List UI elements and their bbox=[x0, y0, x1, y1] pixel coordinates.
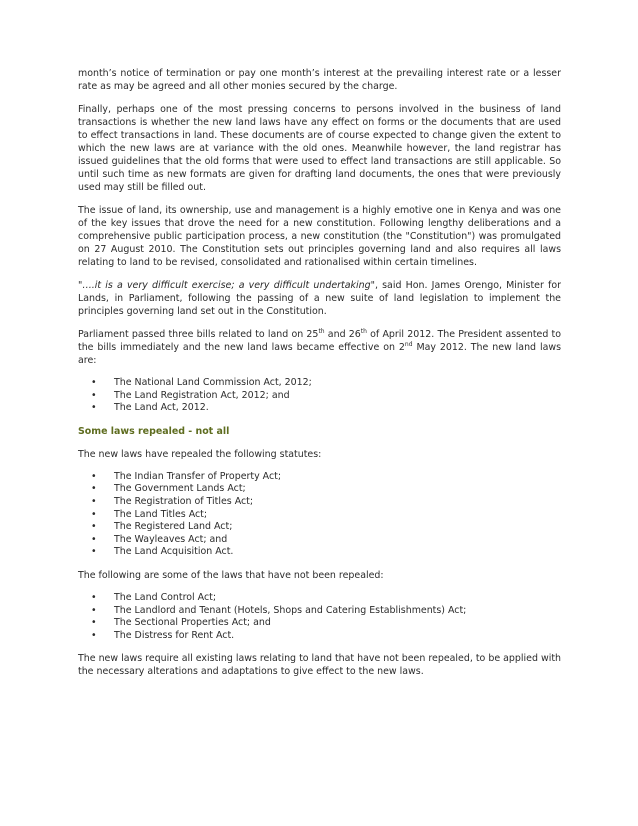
list-item-text: The Registered Land Act; bbox=[114, 521, 233, 533]
parliament-text-c: of April 2012. The President assented to the bills immediately and the new land laws became effective on 2 bbox=[78, 329, 562, 353]
bullet-icon: • bbox=[91, 629, 97, 641]
repealed-list bbox=[78, 471, 561, 559]
parliament-text-b: and 26 bbox=[324, 329, 361, 340]
quote-text: ….it is a very difficult exercise; a very difficult undertaking bbox=[82, 280, 371, 291]
new-laws-list bbox=[78, 377, 561, 415]
bullet-icon: • bbox=[91, 495, 97, 507]
paragraph-parliament bbox=[78, 328, 561, 367]
bullet-icon: • bbox=[91, 533, 97, 545]
parliament-text-a: Parliament passed three bills related to land on 25 bbox=[78, 329, 319, 340]
bullet-icon: • bbox=[91, 470, 97, 482]
list-item-text: The Distress for Rent Act. bbox=[114, 629, 235, 641]
paragraph-forms: Finally, perhaps one of the most pressing concerns to persons involved in the business of land transactions is whether the new land laws have any effect on forms or the documents that are used to effect transactions in land. These documents are of course expected to change given the extent to which the new laws are at variance with the old ones. Meanwhile however, the land registrar has issued guidelines that the old forms that were used to effect land transactions are still applicable. So until such time as new formats are given for drafting land documents, the ones that were previously used may still be filled out. bbox=[78, 104, 561, 193]
list-item bbox=[78, 483, 561, 496]
list-item bbox=[78, 546, 561, 559]
paragraph-termination: month’s notice of termination or pay one month’s interest at the prevailing interest rate or a lesser rate as may be agreed and all other monies secured by the charge. bbox=[78, 68, 561, 92]
list-item bbox=[78, 592, 561, 605]
list-item-text: The Land Registration Act, 2012; and bbox=[114, 389, 290, 401]
parliament-text-d: May 2012. The new land laws are: bbox=[78, 342, 561, 366]
paragraph-not-repealed-intro: The following are some of the laws that have not been repealed: bbox=[78, 569, 384, 581]
bullet-icon: • bbox=[91, 389, 97, 401]
bullet-icon: • bbox=[91, 546, 97, 558]
list-item bbox=[78, 630, 561, 643]
paragraph-repealed-intro: The new laws have repealed the following statutes: bbox=[78, 448, 322, 460]
list-item bbox=[78, 509, 561, 522]
list-item bbox=[78, 534, 561, 547]
quote-open: " bbox=[78, 280, 83, 291]
quote-attribution: ", said Hon. James Orengo, Minister for Lands, in Parliament, following the passing of a new suite of land legislation to implement the principles governing land set out in the Constitution. bbox=[78, 280, 561, 317]
list-item bbox=[78, 521, 561, 534]
list-item bbox=[78, 617, 561, 630]
list-item-text: The Sectional Properties Act; and bbox=[114, 617, 271, 629]
list-item bbox=[78, 605, 561, 618]
list-item-text: The Indian Transfer of Property Act; bbox=[114, 470, 282, 482]
bullet-icon: • bbox=[91, 521, 97, 533]
list-item-text: The National Land Commission Act, 2012; bbox=[114, 377, 312, 388]
list-item-text: The Land Acquisition Act. bbox=[114, 546, 234, 558]
list-item-text: The Land Titles Act; bbox=[114, 508, 208, 520]
list-item-text: The Land Control Act; bbox=[114, 591, 217, 603]
list-item-text: The Landlord and Tenant (Hotels, Shops and Catering Establishments) Act; bbox=[114, 604, 467, 616]
ordinal-suffix: th bbox=[360, 328, 367, 335]
bullet-icon: • bbox=[91, 591, 97, 603]
list-item bbox=[78, 402, 561, 415]
ordinal-suffix: th bbox=[318, 328, 325, 335]
bullet-icon: • bbox=[91, 402, 97, 414]
list-item-text: The Government Lands Act; bbox=[114, 483, 246, 495]
not-repealed-list bbox=[78, 592, 561, 642]
section-heading: Some laws repealed - not all bbox=[78, 425, 230, 437]
list-item bbox=[78, 377, 561, 390]
bullet-icon: • bbox=[91, 604, 97, 616]
list-item bbox=[78, 390, 561, 403]
bullet-icon: • bbox=[91, 483, 97, 495]
bullet-icon: • bbox=[91, 377, 97, 388]
paragraph-constitution: The issue of land, its ownership, use and management is a highly emotive one in Kenya and was one of the key issues that drove the need for a new constitution. Following lengthy deliberations and a comprehensive public participation process, a new constitution (the "Constitution") was promulgated on 27 August 2010. The Constitution sets out principles governing land and also requires all laws relating to land to be revised, consolidated and rationalised within certain timelines. bbox=[78, 205, 561, 268]
paragraph-new-laws-require: The new laws require all existing laws relating to land that have not been repealed, to be applied with the necessary alterations and adaptations to give effect to the new laws. bbox=[78, 653, 561, 678]
list-item-text: The Land Act, 2012. bbox=[114, 402, 209, 414]
list-item-text: The Wayleaves Act; and bbox=[114, 533, 228, 545]
list-item-text: The Registration of Titles Act; bbox=[114, 495, 254, 507]
document-page bbox=[78, 67, 561, 678]
bullet-icon: • bbox=[91, 508, 97, 520]
ordinal-suffix: nd bbox=[404, 341, 413, 348]
bullet-icon: • bbox=[91, 617, 97, 629]
list-item bbox=[78, 496, 561, 509]
paragraph-quote bbox=[78, 279, 561, 318]
list-item bbox=[78, 471, 561, 484]
